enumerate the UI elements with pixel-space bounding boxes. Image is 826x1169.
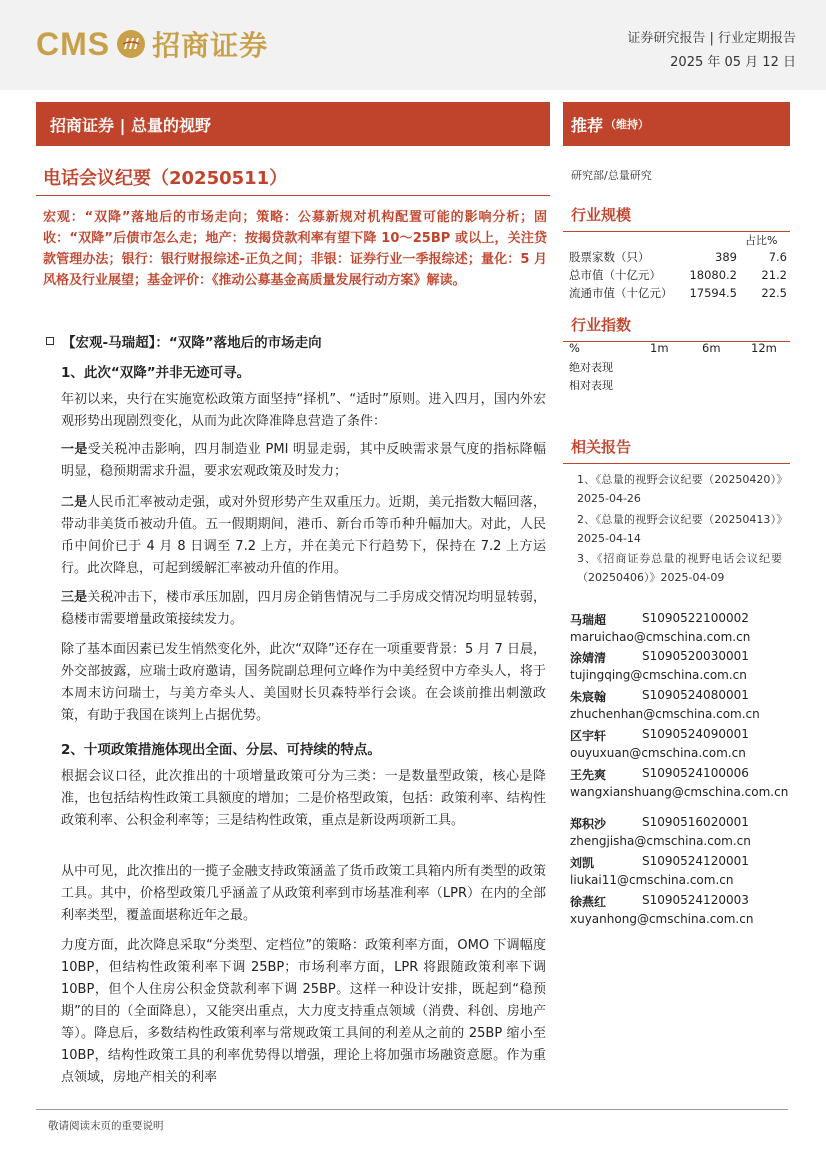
index-row-label: 相对表现 xyxy=(569,379,613,392)
subheading-2: 2、十项政策措施体现出全面、分层、可持续的特点。 xyxy=(61,742,381,758)
analyst-name: 王先爽 xyxy=(570,768,607,782)
summary-text: 宏观：“双降”落地后的市场走向；策略：公募新规对机构配置可能的影响分析；固收：“双降”后债市怎么走；地产：按揭贷款利率有望下降 10～25BP 或以上，关注贷款管理办法；银行：银行财报综述-正负之间；非银：证券行业一季报综述；量化：5 月风格及行业展望；基金评价：《推动公募基金高质量发展行动方案》解读。 xyxy=(43,210,547,288)
rating-banner xyxy=(563,102,790,146)
paragraph-5: 除了基本面因素已发生悄然变化外，此次“双降”还存在一项重要背景：5 月 7 日晨，外交部披露，应瑞士政府邀请，国务院副总理何立峰作为中美经贸中方牵头人，将于本周末访问瑞士，与美方牵头人、美国财长贝森特举行会谈。在会谈前推出刺激政策，有助于我国在谈判上占据优势。 xyxy=(61,642,546,723)
analyst-name: 徐燕红 xyxy=(570,895,607,909)
paragraph-1: 年初以来，央行在实施宽松政策方面坚持“择机”、“适时”原则。进入四月，国内外宏观形势出现剧烈变化，从而为此次降准降息营造了条件： xyxy=(61,392,546,429)
analyst-email[interactable]: maruichao@cmschina.com.cn xyxy=(570,630,751,644)
index-row-relative xyxy=(569,377,787,395)
scale-label: 总市值（十亿元） xyxy=(569,268,661,282)
related-report-item[interactable]: 3、《招商证券总量的视野电话会议纪要（20250406）》2025-04-09 xyxy=(577,552,782,584)
analyst-license: S1090524100006 xyxy=(642,766,749,780)
analyst-license: S1090524120001 xyxy=(642,854,749,868)
analyst-name: 刘凯 xyxy=(570,856,595,870)
paragraph-2-text: 受关税冲击影响，四月制造业 PMI 明显走弱，其中反映需求景气度的指标降幅明显，稳预期需求升温，要求宏观政策及时发力； xyxy=(61,442,546,479)
index-col-pct: % xyxy=(569,341,580,355)
index-row-label: 绝对表现 xyxy=(569,361,613,374)
section-heading-text: 【宏观-马瑞超】：“双降”落地后的市场走向 xyxy=(62,335,322,351)
related-report-item[interactable]: 1、《总量的视野会议纪要（20250420）》2025-04-26 xyxy=(577,473,782,505)
paragraph-7: 从中可见，此次推出的一揽子金融支持政策涵盖了货币政策工具箱内所有类型的政策工具。其中，价格型政策几乎涵盖了从政策利率到市场基准利率（LPR）在内的全部利率类型，覆盖面堪称近年之最。 xyxy=(61,864,546,923)
page-title: 电话会议纪要（20250511） xyxy=(43,168,288,189)
title-divider xyxy=(36,195,550,196)
scale-label: 股票家数（只） xyxy=(569,250,650,264)
logo-chinese-name: 招商证券 xyxy=(152,29,269,62)
scale-pct: 21.2 xyxy=(761,268,787,282)
paragraph-4-lead: 三是 xyxy=(61,590,88,605)
analyst-email[interactable]: zhengjisha@cmschina.com.cn xyxy=(570,834,751,848)
analyst-name: 郑积沙 xyxy=(570,817,607,831)
analyst-email[interactable]: zhuchenhan@cmschina.com.cn xyxy=(570,707,760,721)
scale-unit-label: 占比% xyxy=(745,234,778,247)
analyst-name: 朱宸翰 xyxy=(570,690,607,704)
analyst-email[interactable]: xuyanhong@cmschina.com.cn xyxy=(570,912,754,926)
paragraph-3 xyxy=(61,492,546,580)
analyst-license: S1090524120003 xyxy=(642,893,749,907)
paragraph-2-lead: 一是 xyxy=(61,442,88,457)
paragraph-2 xyxy=(61,439,546,483)
footer-divider xyxy=(36,1109,788,1110)
checkbox-bullet-icon xyxy=(46,337,54,345)
analyst-license: S1090522100002 xyxy=(642,611,749,625)
analyst-license: S1090524080001 xyxy=(642,688,749,702)
index-col-12m: 12m xyxy=(751,341,777,355)
industry-scale-heading: 行业规模 xyxy=(563,204,790,232)
index-row-absolute xyxy=(569,359,787,377)
related-reports-heading: 相关报告 xyxy=(563,436,790,464)
index-col-6m: 6m xyxy=(702,341,721,355)
scale-pct: 22.5 xyxy=(761,286,787,300)
scale-label: 流通市值（十亿元） xyxy=(569,286,673,300)
logo-text: CMS xyxy=(36,25,111,62)
paragraph-3-lead: 二是 xyxy=(61,495,88,510)
analyst-email[interactable]: tujingqing@cmschina.com.cn xyxy=(570,668,747,682)
page-header xyxy=(0,0,826,90)
logo-emblem-icon xyxy=(116,29,146,59)
analyst-email[interactable]: liukai11@cmschina.com.cn xyxy=(570,873,734,887)
paragraph-4-text: 关税冲击下，楼市承压加剧，四月房企销售情况与二手房成交情况均明显转弱，稳楼市需要增量政策接续发力。 xyxy=(61,590,546,627)
analyst-license: S1090524090001 xyxy=(642,727,749,741)
analyst-email[interactable]: ouyuxuan@cmschina.com.cn xyxy=(570,746,746,760)
document-date: 2025 年 05 月 12 日 xyxy=(670,55,796,70)
scale-value: 18080.2 xyxy=(689,268,737,282)
index-col-1m: 1m xyxy=(650,341,669,355)
rating-label: 推荐 xyxy=(571,115,604,135)
paragraph-4 xyxy=(61,587,546,631)
paragraph-6: 根据会议口径，此次推出的十项增量政策可分为三类：一是数量型政策，核心是降准，也包括结构性政策工具额度的增加；二是价格型政策，包括：政策利率、结构性政策利率、公积金利率等；三是结构性政策，重点是新设两项新工具。 xyxy=(61,769,546,828)
table-row xyxy=(569,266,787,284)
analyst-license: S1090520030001 xyxy=(642,649,749,663)
industry-index-heading: 行业指数 xyxy=(563,314,790,342)
index-header-row xyxy=(569,341,787,359)
table-row xyxy=(569,284,787,302)
series-banner: 招商证券 | 总量的视野 xyxy=(36,102,550,146)
table-row xyxy=(569,248,787,266)
scale-value: 389 xyxy=(715,250,737,264)
paragraph-8: 力度方面，此次降息采取“分类型、定档位”的策略：政策利率方面，OMO 下调幅度 10BP，但结构性政策利率下调 25BP；市场利率方面，LPR 将跟随政策利率下调 10BP，但个人住房公积金贷款利率下调 25BP。这样一种设计安排，既起到“稳预期”的目的（全面降息），又能突出重点，大力度支持重点领域（消费、科创、房地产等）。降息后，多数结构性政策利率与常规政策工具间的利差从之前的 25BP 缩小至 10BP，结构性政策工具的利率优势得以增强，理论上将加强市场融资意愿。作为重点领域，房地产相关的利率 xyxy=(61,938,546,1085)
analyst-email[interactable]: wangxianshuang@cmschina.com.cn xyxy=(570,785,789,799)
department-label: 研究部/总量研究 xyxy=(571,169,652,182)
section-heading xyxy=(46,331,322,351)
company-logo xyxy=(36,22,268,66)
industry-scale-table xyxy=(569,248,787,302)
related-report-item[interactable]: 2、《总量的视野会议纪要（20250413）》2025-04-14 xyxy=(577,513,782,545)
footer-note: 敬请阅读末页的重要说明 xyxy=(48,1120,164,1132)
subheading-1: 1、此次“双降”并非无迹可寻。 xyxy=(61,365,251,381)
document-type: 证券研究报告 | 行业定期报告 xyxy=(627,31,796,46)
analyst-name: 马瑞超 xyxy=(570,613,607,627)
analyst-license: S1090516020001 xyxy=(642,815,749,829)
scale-pct: 7.6 xyxy=(768,250,787,264)
analyst-name: 涂婧清 xyxy=(570,651,607,665)
paragraph-3-text: 人民币汇率被动走强，或对外贸形势产生双重压力。近期，美元指数大幅回落，带动非美货币被动升值。五一假期期间，港币、新台币等币种升幅加大。对此，人民币中间价已于 4 月 8 日调至 7.2 上方，并在美元下行趋势下，保持在 7.2 上方运行。此次降息，可起到缓解汇率被动升值的作用。 xyxy=(61,495,546,576)
rating-sub-label: （维持） xyxy=(605,118,650,131)
analyst-name: 区宇轩 xyxy=(570,729,607,743)
scale-value: 17594.5 xyxy=(689,286,737,300)
